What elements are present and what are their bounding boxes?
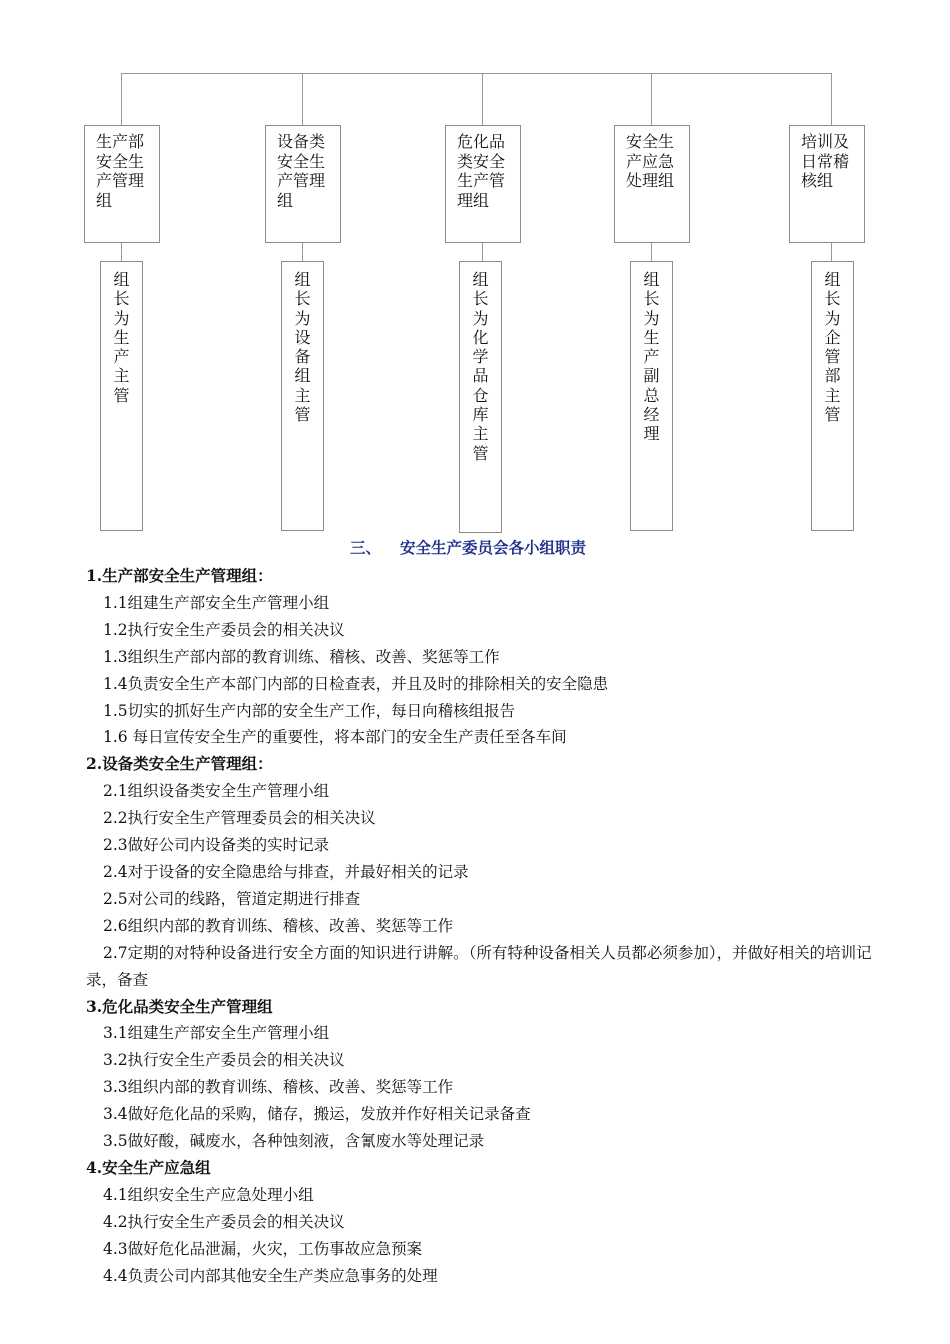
group-box-equipment xyxy=(265,125,341,243)
duty-item: 2.7定期的对特种设备进行安全方面的知识进行讲解。（所有特种设备相关人员都必须参加），并做好相关的培训记录，备查 xyxy=(86,943,872,989)
duty-item: 4.1组织安全生产应急处理小组 xyxy=(103,1185,314,1204)
duty-heading: 2.设备类安全生产管理组： xyxy=(86,754,273,774)
link-line-1 xyxy=(121,243,122,261)
duty-item: 4.3做好危化品泄漏，火灾，工伤事故应急预案 xyxy=(103,1239,423,1258)
drop-line-1 xyxy=(121,73,122,125)
leader-text: 组长为化学品仓库主管 xyxy=(472,270,489,463)
group-box-emergency xyxy=(614,125,690,243)
duty-item: 1.4负责安全生产本部门内部的日检查表，并且及时的排除相关的安全隐患 xyxy=(103,674,609,693)
drop-line-4 xyxy=(651,73,652,125)
group-box-hazardous-chemicals xyxy=(445,125,521,243)
leader-text: 组长为生产副总经理 xyxy=(643,270,660,444)
duty-item: 2.6组织内部的教育训练、稽核、改善、奖惩等工作 xyxy=(103,916,454,935)
duty-item: 3.1组建生产部安全生产管理小组 xyxy=(103,1024,330,1043)
duty-heading: 3.危化品类安全生产管理组 xyxy=(86,996,273,1016)
duty-item: 4.4负责公司内部其他安全生产类应急事务的处理 xyxy=(103,1266,438,1285)
leader-box-hazardous-chemicals xyxy=(459,261,502,533)
drop-line-3 xyxy=(482,73,483,125)
duty-item: 2.5对公司的线路，管道定期进行排查 xyxy=(103,889,361,908)
group-box-training-audit xyxy=(789,125,865,243)
section-title-text: 安全生产委员会各小组职责 xyxy=(400,538,587,557)
leader-box-emergency xyxy=(630,261,673,531)
duty-item: 3.3组织内部的教育训练、稽核、改善、奖惩等工作 xyxy=(103,1078,454,1097)
link-line-4 xyxy=(651,243,652,261)
duty-item: 1.1组建生产部安全生产管理小组 xyxy=(103,593,330,612)
duty-item: 2.3做好公司内设备类的实时记录 xyxy=(103,836,330,855)
top-connector-line xyxy=(121,73,831,74)
leader-box-production xyxy=(100,261,143,531)
group-name: 设备类安全生产管理组 xyxy=(277,132,326,210)
duty-item: 3.5做好酸，碱废水，各种蚀刻液，含氰废水等处理记录 xyxy=(103,1132,485,1151)
group-box-production xyxy=(84,125,160,243)
group-name: 培训及日常稽核组 xyxy=(801,132,850,190)
duty-item: 3.2执行安全生产委员会的相关决议 xyxy=(103,1051,345,1070)
duty-item: 1.5切实的抓好生产内部的安全生产工作，每日向稽核组报告 xyxy=(103,701,516,720)
drop-line-2 xyxy=(302,73,303,125)
leader-text: 组长为设备组主管 xyxy=(294,270,311,425)
duty-item: 1.2执行安全生产委员会的相关决议 xyxy=(103,620,345,639)
duty-item: 4.2执行安全生产委员会的相关决议 xyxy=(103,1212,345,1231)
section-title xyxy=(350,536,586,558)
group-name: 生产部安全生产管理组 xyxy=(96,132,145,210)
duty-item: 2.1组织设备类安全生产管理小组 xyxy=(103,782,330,801)
section-number: 三、 xyxy=(350,538,382,557)
org-chart xyxy=(0,0,950,540)
link-line-3 xyxy=(482,243,483,261)
link-line-2 xyxy=(302,243,303,261)
duty-item: 2.4对于设备的安全隐患给与排查，并最好相关的记录 xyxy=(103,862,469,881)
duty-heading: 1.生产部安全生产管理组： xyxy=(86,566,273,585)
duty-item: 1.6 每日宣传安全生产的重要性，将本部门的安全生产责任至各车间 xyxy=(103,728,567,747)
leader-box-training-audit xyxy=(811,261,854,531)
group-name: 危化品类安全生产管理组 xyxy=(457,132,506,210)
group-name: 安全生产应急处理组 xyxy=(626,132,675,190)
duty-heading: 4.安全生产应急组 xyxy=(86,1157,211,1177)
duty-item: 2.2执行安全生产管理委员会的相关决议 xyxy=(103,809,376,828)
leader-text: 组长为生产主管 xyxy=(113,270,130,405)
link-line-5 xyxy=(831,243,832,261)
leader-box-equipment xyxy=(281,261,324,531)
duty-item: 3.4做好危化品的采购，储存，搬运，发放并作好相关记录备查 xyxy=(103,1105,531,1124)
duties-content xyxy=(86,563,876,1289)
duty-item: 1.3组织生产部内部的教育训练、稽核、改善、奖惩等工作 xyxy=(103,647,500,666)
leader-text: 组长为企管部主管 xyxy=(824,270,841,425)
drop-line-5 xyxy=(831,73,832,125)
